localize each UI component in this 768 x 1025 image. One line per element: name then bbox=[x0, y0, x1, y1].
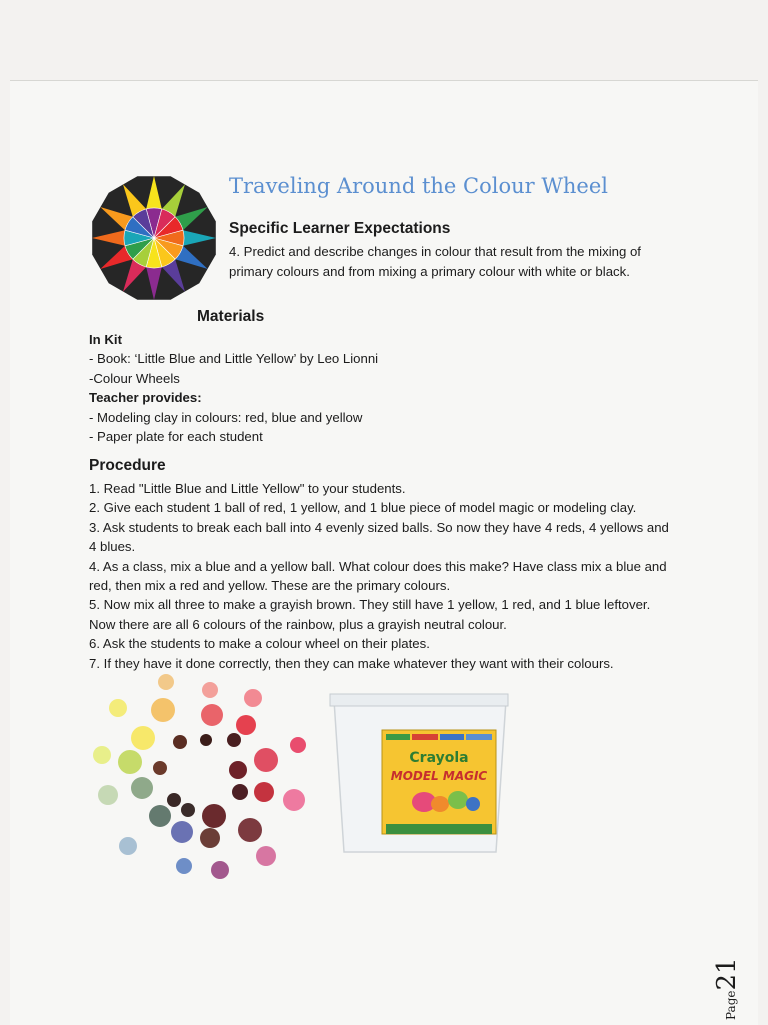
crayola-logo-text: Crayola bbox=[409, 750, 469, 766]
page-number bbox=[712, 957, 768, 1020]
in-kit-item: -Colour Wheels bbox=[89, 370, 180, 386]
clay-ball bbox=[151, 698, 175, 722]
clay-ball bbox=[181, 803, 195, 817]
procedure-step: 5. Now mix all three to make a grayish brown. They still have 1 yellow, 1 red, and 1 blue leftover. Now there are all 6 colours of the rainbow, plus a grayish neutral colour. bbox=[89, 597, 651, 632]
sle-heading: Specific Learner Expectations bbox=[229, 220, 451, 237]
procedure-step: 6. Ask the students to make a colour wheel on their plates. bbox=[89, 636, 430, 652]
clay-ball bbox=[283, 789, 305, 811]
clay-ball bbox=[176, 858, 192, 874]
clay-ball bbox=[238, 818, 262, 842]
clay-ball bbox=[173, 735, 187, 749]
clay-ball bbox=[236, 715, 256, 735]
procedure-step: 3. Ask students to break each ball into 4 evenly sized balls. So now they have 4 reds, 4 yellows and 4 blues. bbox=[89, 519, 669, 555]
clay-ball bbox=[149, 805, 171, 827]
clay-ball bbox=[131, 777, 153, 799]
clay-ball bbox=[158, 674, 174, 690]
clay-ball bbox=[98, 785, 118, 805]
procedure-step: 1. Read "Little Blue and Little Yellow" to your students. bbox=[89, 481, 406, 496]
clay-ball bbox=[153, 761, 167, 775]
page-number-value: 21 bbox=[712, 957, 742, 991]
clay-ball bbox=[232, 784, 248, 800]
teacher-item: - Paper plate for each student bbox=[89, 429, 263, 445]
clay-ball bbox=[244, 689, 262, 707]
in-kit-item: - Book: ‘Little Blue and Little Yellow’ by Leo Lionni bbox=[89, 351, 379, 367]
procedure-step: 2. Give each student 1 ball of red, 1 yellow, and 1 blue piece of model magic or modeling clay. bbox=[89, 500, 637, 516]
model-magic-logo-text: MODEL MAGIC bbox=[390, 769, 488, 783]
clay-ball bbox=[200, 734, 212, 746]
clay-ball bbox=[202, 804, 226, 828]
page-title: Traveling Around the Colour Wheel bbox=[229, 174, 609, 198]
clay-ball bbox=[290, 737, 306, 753]
procedure-heading: Procedure bbox=[89, 457, 166, 474]
clay-ball bbox=[93, 746, 111, 764]
clay-ball bbox=[200, 828, 220, 848]
clay-ball bbox=[201, 704, 223, 726]
clay-ball bbox=[202, 682, 218, 698]
clay-ball bbox=[254, 748, 278, 772]
sle-text: 4. Predict and describe changes in colour that result from the mixing of primary colours and from mixing a primary colour with white or black. bbox=[229, 244, 641, 279]
teacher-item: - Modeling clay in colours: red, blue and yellow bbox=[89, 409, 363, 425]
teacher-provides-label: Teacher provides: bbox=[89, 390, 202, 406]
procedure-list bbox=[89, 479, 679, 673]
colour-wheel-graphic bbox=[88, 172, 220, 304]
procedure-step: 7. If they have it done correctly, then they can make whatever they want with their colours. bbox=[89, 655, 614, 671]
page-word: Page bbox=[724, 990, 738, 1020]
model-magic-tub-photo bbox=[328, 692, 510, 857]
materials-list bbox=[89, 330, 378, 446]
clay-ball bbox=[131, 726, 155, 750]
materials-heading: Materials bbox=[197, 308, 265, 325]
clay-ball bbox=[167, 793, 181, 807]
in-kit-label: In Kit bbox=[89, 332, 122, 347]
clay-ball bbox=[119, 837, 137, 855]
clay-ball bbox=[171, 821, 193, 843]
clay-ball bbox=[109, 699, 127, 717]
clay-ball bbox=[254, 782, 274, 802]
clay-balls-photo bbox=[88, 670, 318, 885]
clay-ball bbox=[118, 750, 142, 774]
clay-ball bbox=[229, 761, 247, 779]
clay-ball bbox=[227, 733, 241, 747]
clay-ball bbox=[211, 861, 229, 879]
procedure-step: 4. As a class, mix a blue and a yellow ball. What colour does this make? Have class mix a blue and red, then mix a red and yellow. These are the primary colours. bbox=[89, 558, 667, 594]
clay-ball bbox=[256, 846, 276, 866]
